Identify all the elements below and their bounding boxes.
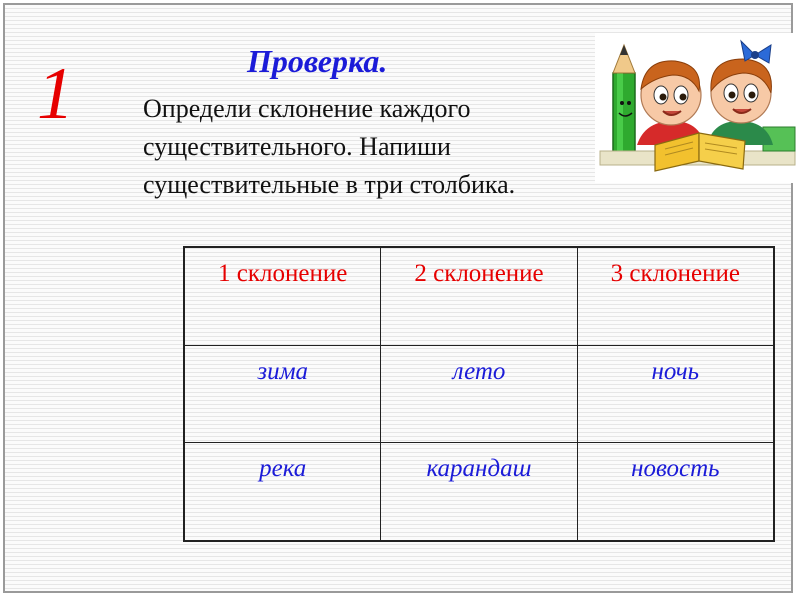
table-cell: зима [184,345,381,442]
table-row [184,345,774,442]
task-line: Определи склонение каждого [143,94,471,123]
header-cell: 1 склонение [184,247,381,345]
table-cell: лето [381,345,577,442]
table-row [184,443,774,541]
girl-icon [707,41,773,145]
boy-icon [637,61,705,145]
pencil-icon [613,45,635,163]
slide [3,3,793,593]
table-header-row [184,247,774,345]
table-cell: река [184,443,381,541]
header-cell: 2 склонение [381,247,577,345]
page-title: Проверка. [247,43,388,79]
header-cell: 3 склонение [577,247,774,345]
task-line: существительного. Напиши [143,132,451,161]
declension-table [183,246,775,542]
table-cell: карандаш [381,443,577,541]
task-line: существительные в три столбика. [143,170,516,199]
table-cell: новость [577,443,774,541]
slide-number: 1 [37,53,74,135]
task-text [143,90,603,204]
children-reading-book-icon [595,33,800,183]
table-cell: ночь [577,345,774,442]
